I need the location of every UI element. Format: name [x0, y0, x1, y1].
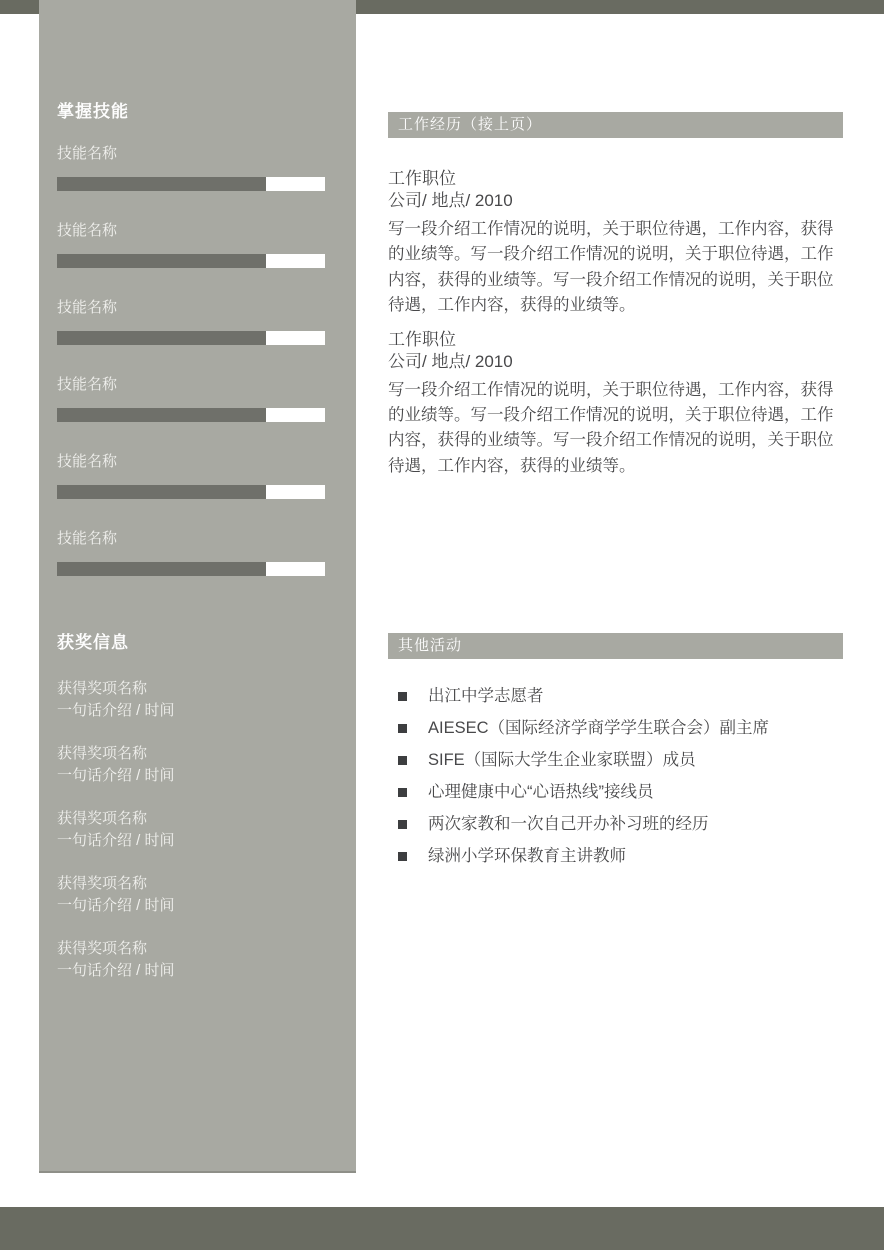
activity-item [398, 718, 843, 738]
awards-section-title: 获奖信息 [57, 633, 129, 652]
award-name: 获得奖项名称 [57, 810, 148, 827]
square-bullet-icon [398, 852, 407, 861]
skills-list [57, 144, 325, 576]
skill-label: 技能名称 [57, 299, 118, 316]
square-bullet-icon [398, 692, 407, 701]
award-item [57, 873, 325, 916]
skill-progress-fill [57, 331, 266, 345]
bottom-accent-band [0, 1207, 884, 1250]
skill-progress-fill [57, 177, 266, 191]
activity-item [398, 686, 843, 706]
skill-progress-bar [57, 177, 325, 191]
skill-progress-bar [57, 254, 325, 268]
job-company-location-year: 公司/ 地点/ 2010 [388, 351, 513, 371]
awards-list [57, 678, 325, 981]
skill-progress-fill [57, 408, 266, 422]
skill-item [57, 298, 325, 345]
square-bullet-icon [398, 820, 407, 829]
award-desc: 一句话介绍 / 时间 [57, 961, 175, 979]
job-title: 工作职位 [388, 169, 456, 188]
square-bullet-icon [398, 788, 407, 797]
job-entry [388, 168, 843, 319]
skill-progress-bar [57, 562, 325, 576]
award-desc: 一句话介绍 / 时间 [57, 896, 175, 914]
square-bullet-icon [398, 756, 407, 765]
activity-item [398, 782, 843, 802]
activity-text: 出江中学志愿者 [428, 687, 544, 705]
job-description: 写一段介绍工作情况的说明，关于职位待遇，工作内容，获得的业绩等。写一段介绍工作情况的说明，关于职位待遇，工作内容，获得的业绩等。写一段介绍工作情况的说明，关于职位待遇，工作内容，获得的业绩等。 [388, 220, 834, 315]
award-name: 获得奖项名称 [57, 875, 148, 892]
award-name: 获得奖项名称 [57, 680, 148, 697]
sidebar [39, 0, 356, 1173]
award-item [57, 938, 325, 981]
award-desc: 一句话介绍 / 时间 [57, 766, 175, 784]
activity-text: 两次家教和一次自己开办补习班的经历 [428, 815, 709, 833]
job-company-location-year: 公司/ 地点/ 2010 [388, 191, 513, 210]
activity-text: SIFE（国际大学生企业家联盟）成员 [428, 751, 696, 769]
skill-label: 技能名称 [57, 376, 118, 393]
skill-label: 技能名称 [57, 530, 118, 547]
activity-item [398, 846, 843, 866]
award-name: 获得奖项名称 [57, 745, 148, 762]
award-item [57, 743, 325, 786]
award-name: 获得奖项名称 [57, 940, 148, 957]
job-title: 工作职位 [388, 329, 456, 349]
skill-label: 技能名称 [57, 145, 118, 162]
other-activities-section [388, 633, 843, 878]
skill-label: 技能名称 [57, 222, 118, 239]
skill-progress-fill [57, 562, 266, 576]
skill-item [57, 452, 325, 499]
skill-label: 技能名称 [57, 453, 118, 470]
work-experience-header: 工作经历（接上页） [388, 112, 843, 138]
activity-text: 绿洲小学环保教育主讲教师 [428, 847, 626, 865]
skill-progress-fill [57, 485, 266, 499]
skill-item [57, 221, 325, 268]
work-experience-section [388, 112, 843, 479]
activity-item [398, 750, 843, 770]
other-activities-header: 其他活动 [388, 633, 843, 659]
skill-progress-fill [57, 254, 266, 268]
activity-text: 心理健康中心“心语热线”接线员 [428, 783, 654, 801]
skill-item [57, 144, 325, 191]
award-item [57, 808, 325, 851]
activity-text: AIESEC（国际经济学商学学生联合会）副主席 [428, 719, 770, 737]
award-desc: 一句话介绍 / 时间 [57, 701, 175, 719]
award-desc: 一句话介绍 / 时间 [57, 831, 175, 849]
activities-list [388, 686, 843, 866]
activity-item [398, 814, 843, 834]
skills-section [57, 101, 325, 606]
award-item [57, 678, 325, 721]
skill-progress-bar [57, 485, 325, 499]
square-bullet-icon [398, 724, 407, 733]
job-entry [388, 329, 843, 480]
skill-progress-bar [57, 408, 325, 422]
skill-item [57, 375, 325, 422]
awards-section [57, 632, 325, 1003]
skills-section-title: 掌握技能 [57, 102, 129, 121]
skill-progress-bar [57, 331, 325, 345]
skill-item [57, 529, 325, 576]
job-description: 写一段介绍工作情况的说明，关于职位待遇，工作内容，获得的业绩等。写一段介绍工作情况的说明，关于职位待遇，工作内容，获得的业绩等。写一段介绍工作情况的说明，关于职位待遇，工作内容，获得的业绩等。 [388, 380, 834, 475]
